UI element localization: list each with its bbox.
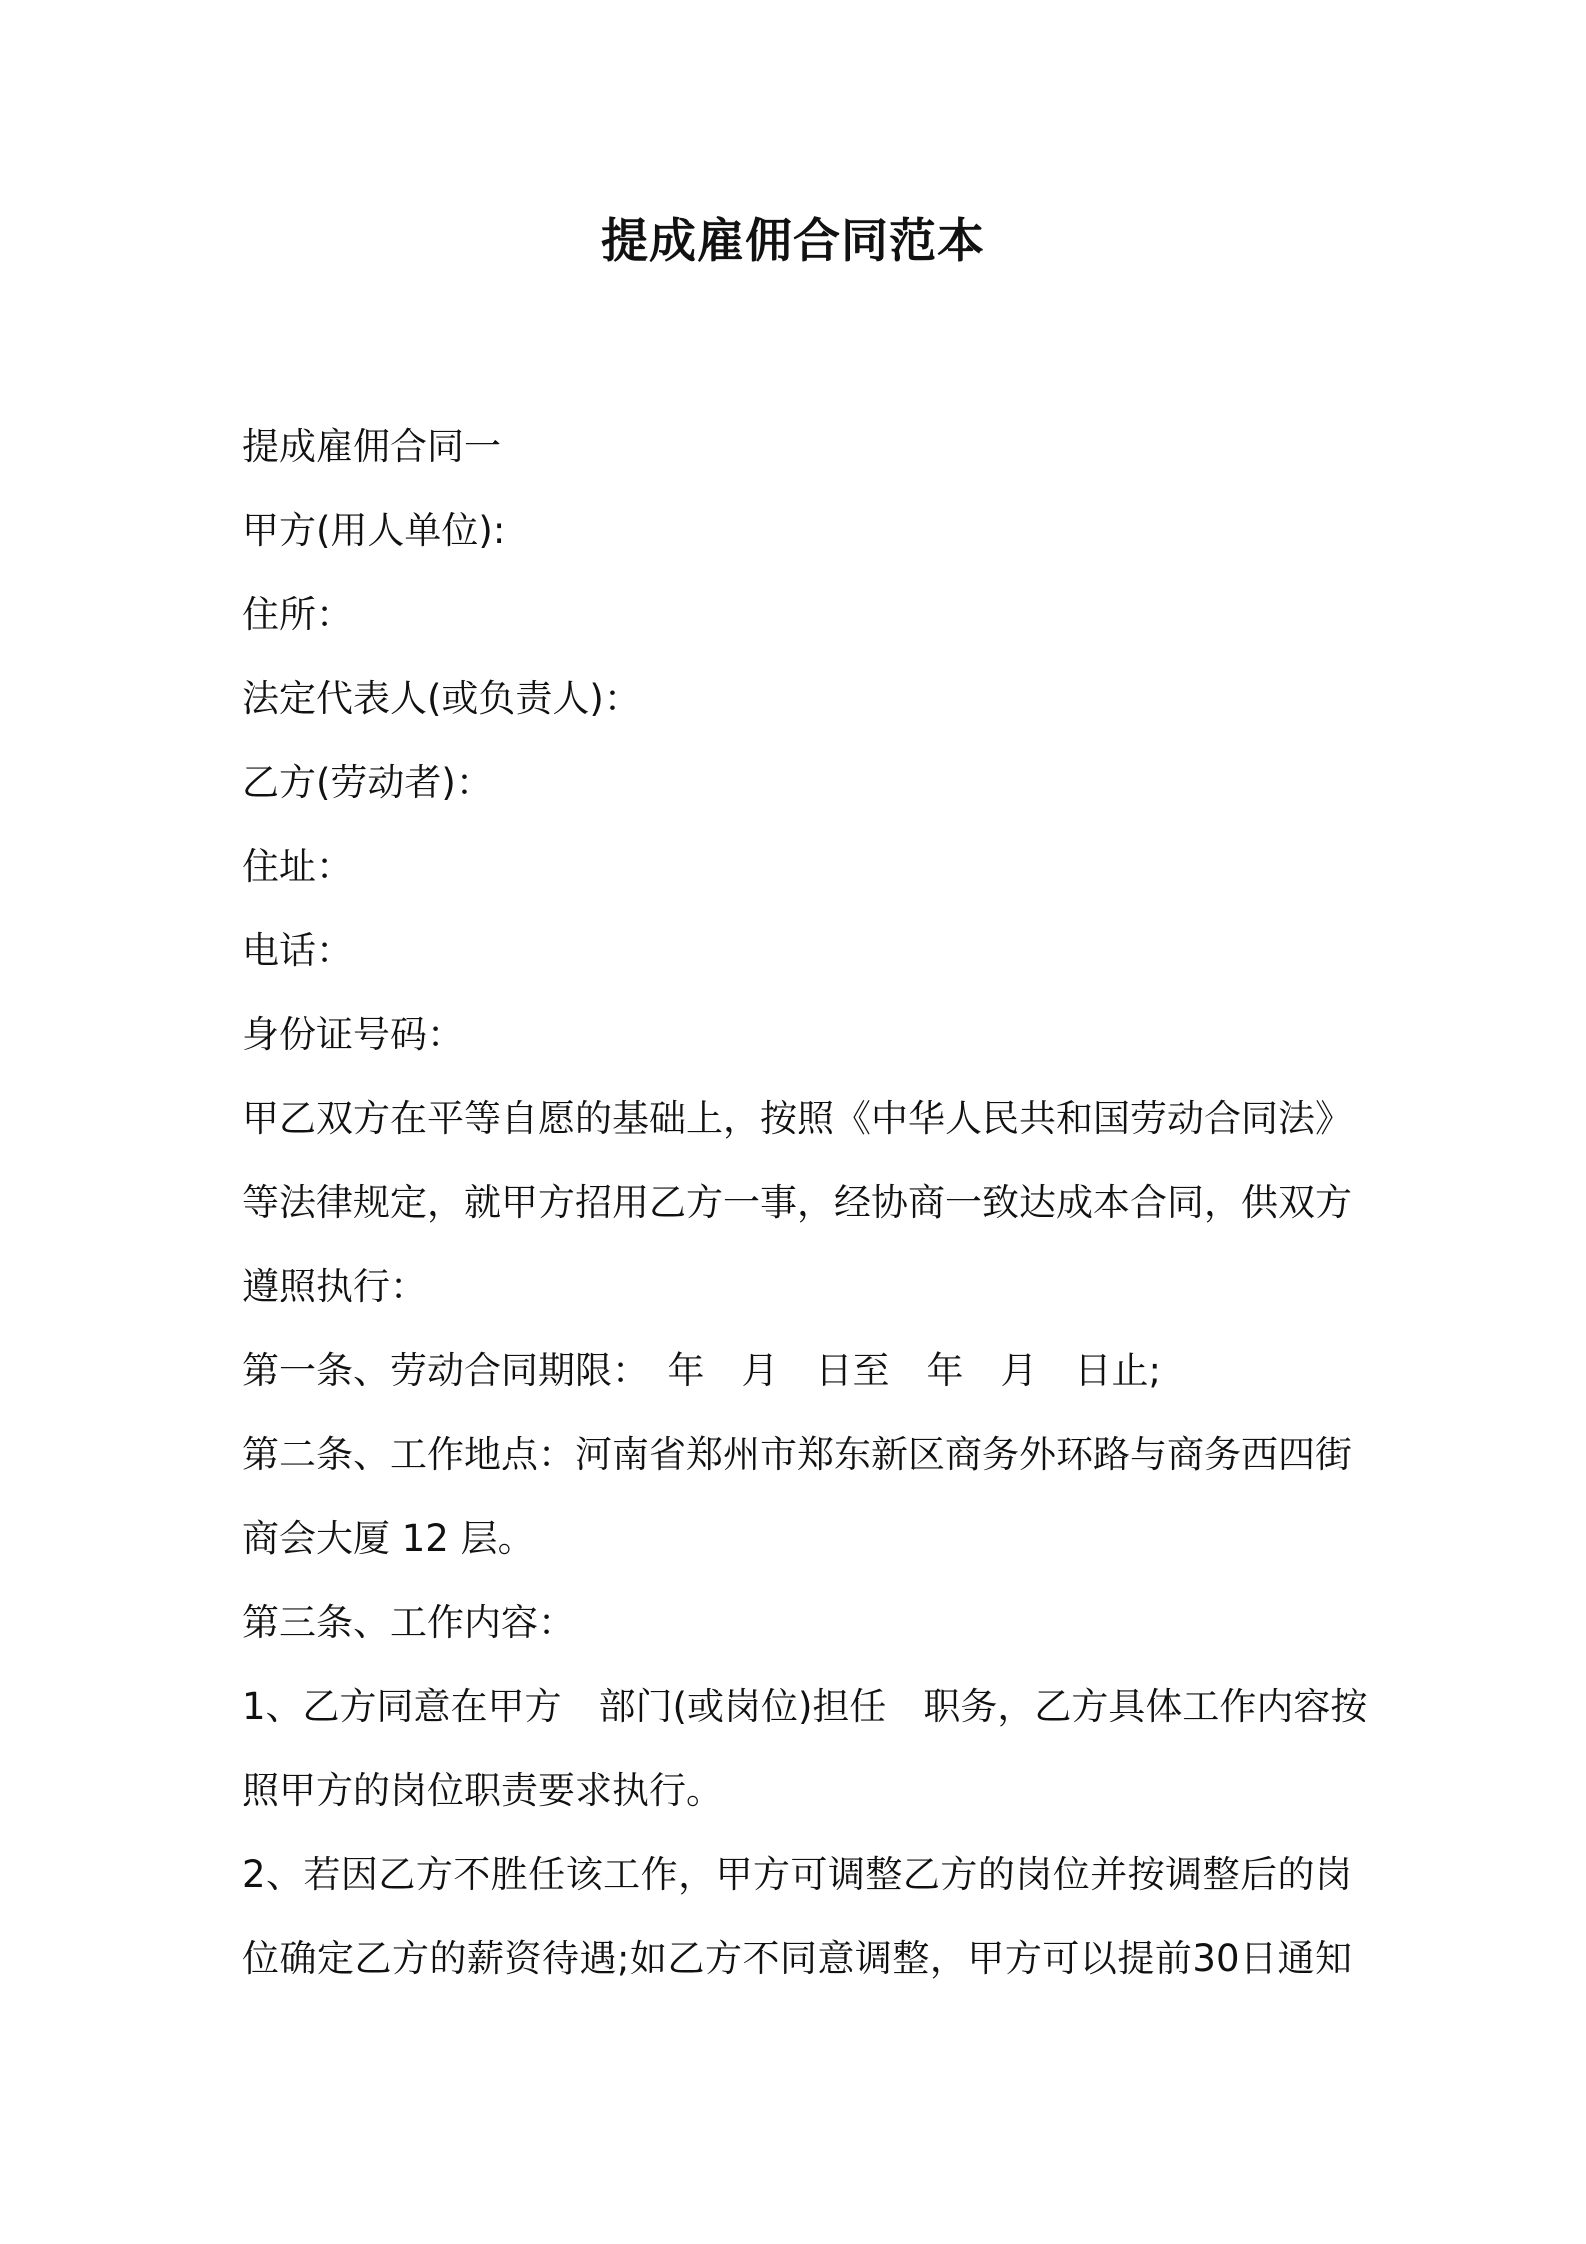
section-heading: 提成雇佣合同一 <box>242 425 501 468</box>
party-a-address-label: 住所： <box>242 593 353 636</box>
article-3-item-1: 1、乙方同意在甲方 部门(或岗位)担任 职务，乙方具体工作内容按 <box>242 1685 1368 1728</box>
body-text-line: 照甲方的岗位职责要求执行。 <box>242 1769 723 1812</box>
article-3-item-2: 2、若因乙方不胜任该工作，甲方可调整乙方的岗位并按调整后的岗 <box>242 1853 1352 1896</box>
id-number-label: 身份证号码： <box>242 1013 464 1056</box>
document-body <box>242 405 1368 2001</box>
article-3-heading: 第三条、工作内容： <box>242 1601 575 1644</box>
article-2-location: 第二条、工作地点：河南省郑州市郑东新区商务外环路与商务西四街 <box>242 1433 1352 1476</box>
body-text-line: 甲乙双方在平等自愿的基础上，按照《中华人民共和国劳动合同法》 <box>242 1097 1352 1140</box>
article-1-term: 第一条、劳动合同期限： 年 月 日至 年 月 日止; <box>242 1349 1161 1392</box>
phone-label: 电话： <box>242 929 353 972</box>
party-b-label: 乙方(劳动者)： <box>242 761 493 804</box>
body-text-line: 等法律规定，就甲方招用乙方一事，经协商一致达成本合同，供双方 <box>242 1181 1352 1224</box>
body-text-line: 遵照执行： <box>242 1265 427 1308</box>
legal-representative-label: 法定代表人(或负责人)： <box>242 677 641 720</box>
party-a-label: 甲方(用人单位): <box>242 509 506 552</box>
body-text-line: 商会大厦 12 层。 <box>242 1517 535 1560</box>
body-text-line: 位确定乙方的薪资待遇;如乙方不同意调整，甲方可以提前30日通知 <box>242 1937 1352 1980</box>
party-b-address-label: 住址： <box>242 845 353 888</box>
document-title: 提成雇佣合同范本 <box>601 214 985 269</box>
